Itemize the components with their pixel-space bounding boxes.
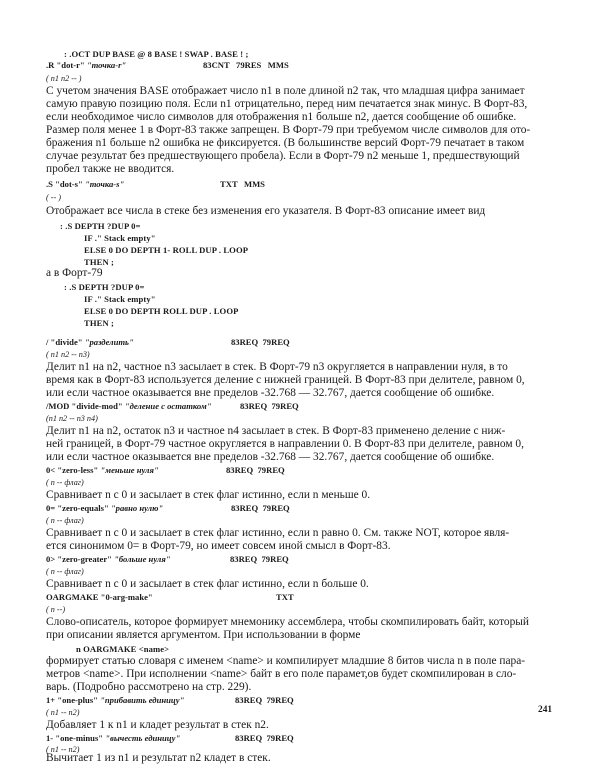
body-line: метров <name>. При исполнении <name> байт в его поле парамет,ов будет скомпилирован в сло-	[46, 668, 517, 680]
word-pronunciation: "zero-greater"	[57, 554, 112, 564]
word-pronunciation: "divide-mod"	[71, 401, 123, 411]
word-marks: 83REQ 79REQ	[230, 554, 289, 564]
word-header-zero-less	[46, 466, 159, 475]
word-header-one-minus	[46, 734, 180, 743]
word-header-oargmake	[46, 593, 153, 602]
word-marks: 83CNT 79RES MMS	[203, 60, 289, 70]
body-line: Сравнивает n с 0 и засылает в стек флаг истинно, если n меньше 0.	[46, 489, 371, 501]
word-marks: 83REQ 79REQ	[231, 337, 290, 347]
word-pronunciation: "dot-r"	[56, 60, 85, 70]
word-pronunciation: "one-plus"	[57, 695, 98, 705]
word-name: 0>	[46, 554, 56, 564]
body-line: Сравнивает n с 0 и засылает в стек флаг истинно, если n больше 0.	[46, 578, 369, 590]
word-pronunciation: "zero-less"	[57, 465, 99, 475]
code-line: IF ." Stack empty"	[84, 294, 156, 304]
body-line: Отображает все числа в стеке без изменения его указателя. В Форт-83 описание имеет вид	[46, 205, 486, 217]
stack-notation: (n1 n2 -- n3 n4)	[46, 414, 98, 423]
word-translation: "меньше нуля"	[100, 465, 159, 475]
word-name: 0<	[46, 465, 56, 475]
body-line: время как в Форт-83 используется деление с нижней границей. В Форт-83 при делителе, равном 0,	[46, 374, 525, 386]
body-line: если необходимое число символов для отображения n1 больше n2, дается сообщение об ошибке.	[46, 111, 517, 123]
word-header-zero-equals	[46, 504, 163, 513]
body-line: Делит n1 на n2, остаток n3 и частное n4 засылает в стек. В Форт-83 применено деление с ниж-	[46, 425, 506, 437]
page-number: 241	[538, 705, 553, 715]
body-line: Размер поля менее 1 в Форт-83 также запрещен. В Форт-79 при требуемом числе символов для ото-	[46, 124, 531, 136]
word-marks: 83REQ 79REQ	[235, 733, 294, 743]
stack-notation: ( -- )	[46, 193, 61, 202]
word-name: .S	[46, 179, 53, 189]
word-header-divide	[46, 338, 134, 347]
code-line: THEN ;	[84, 318, 114, 328]
word-name: 0=	[46, 503, 56, 513]
word-translation: "больше нуля"	[114, 554, 171, 564]
code-line: : .OCT DUP BASE @ 8 BASE ! SWAP . BASE ! ;	[64, 49, 249, 59]
word-header-dot-s	[46, 180, 124, 189]
body-line: или если частное оказывается вне пределов -32.768 — 32.767, дается сообщение об ошибке.	[46, 387, 495, 399]
body-line: самую правую позицию поля. Если n1 отрицательно, перед ним печатается знак минус. В Форт-83,	[46, 98, 528, 110]
body-line: ется синонимом 0= в Форт-79, но имеет совсем иной смысл в Форт-83.	[46, 540, 391, 552]
body-line: бражения n1 больше n2 ошибка не фиксируется. (В большинстве версий Форт-79 печатает в таком	[46, 137, 525, 149]
code-line: n OARGMAKE <name>	[76, 644, 170, 654]
word-translation: "вычесть единицу"	[105, 733, 181, 743]
word-marks: 83REQ 79REQ	[235, 695, 294, 705]
word-pronunciation: "zero-equals"	[57, 503, 109, 513]
word-marks: 83REQ 79REQ	[240, 401, 299, 411]
word-header-divide-mod	[46, 402, 212, 411]
stack-notation: ( n -- флаг)	[46, 567, 84, 576]
word-translation: "равно нулю"	[110, 503, 164, 513]
word-name: /	[46, 337, 49, 347]
body-line: С учетом значения BASE отображает число n1 в поле длиной n2 так, что младшая цифра занимает	[46, 85, 525, 97]
word-marks: TXT MMS	[220, 179, 265, 189]
body-line: при описании является аргументом. При использовании в форме	[46, 629, 361, 641]
code-line: ELSE 0 DO DEPTH 1- ROLL DUP . LOOP	[84, 245, 249, 255]
body-line: случае результат без предшествующего пробела). Если в Форт-79 n2 меньше 1, предшествующий	[46, 150, 520, 162]
code-line: ELSE 0 DO DEPTH ROLL DUP . LOOP	[84, 306, 239, 316]
body-line: Вычитает 1 из n1 и результат n2 кладет в стек.	[46, 752, 271, 764]
body-line: Делит n1 на n2, частное n3 засылает в стек. В Форт-79 n3 округляется в направлении нуля, в то	[46, 361, 508, 373]
word-name: 1-	[46, 733, 54, 743]
word-translation: "прибавить единицу"	[100, 695, 185, 705]
stack-notation: ( n1 n2 -- n3)	[46, 350, 90, 359]
code-line: : .S DEPTH ?DUP 0=	[64, 282, 145, 292]
word-pronunciation: "divide"	[50, 337, 83, 347]
word-marks: TXT	[276, 592, 294, 602]
word-header-dot-r	[46, 61, 126, 70]
body-line: пробел также не вводится.	[46, 163, 175, 175]
word-header-zero-greater	[46, 555, 171, 564]
word-name: /MOD	[46, 401, 70, 411]
body-line: варь. (Подробно рассмотрено на стр. 229).	[46, 681, 252, 693]
word-marks: 83REQ 79REQ	[226, 465, 285, 475]
body-line: а в Форт-79	[46, 267, 103, 279]
word-name: .R	[46, 60, 55, 70]
stack-notation: ( n --)	[46, 605, 66, 614]
body-line: или если частное оказывается вне пределов -32.768 — 32.767, дается сообщение об ошибке.	[46, 451, 495, 463]
word-translation: "разделить"	[84, 337, 134, 347]
body-line: Добавляет 1 к n1 и кладет результат в стек n2.	[46, 719, 269, 731]
body-line: формирует статью словаря с именем <name> и компилирует младшие 8 битов числа n в поле пара-	[46, 655, 526, 667]
word-translation: "точка-r"	[86, 60, 127, 70]
word-pronunciation: "one-minus"	[55, 733, 104, 743]
word-marks: 83REQ 79REQ	[231, 503, 290, 513]
stack-notation: ( n -- флаг)	[46, 478, 84, 487]
stack-notation: ( n1 n2 -- )	[46, 74, 82, 83]
word-translation: "точка-s"	[84, 179, 125, 189]
word-name: OARGMAKE	[46, 592, 99, 602]
code-line: IF ." Stack empty"	[84, 233, 156, 243]
code-line: THEN ;	[84, 257, 114, 267]
word-pronunciation: "0-arg-make"	[100, 592, 153, 602]
stack-notation: ( n1 -- n2)	[46, 708, 80, 717]
body-line: Слово-описатель, которое формирует мнемонику ассемблера, чтобы скомпилировать байт, который	[46, 616, 530, 628]
stack-notation: ( n1 -- n2)	[46, 745, 80, 754]
body-line: ней границей, в Форт-79 частное округляется в направлении 0. В Форт-83 при делителе, равном 0,	[46, 438, 524, 450]
body-line: Сравнивает n с 0 и засылает в стек флаг истинно, если n равно 0. См. также NOT, которое явля-	[46, 527, 510, 539]
word-header-one-plus	[46, 696, 184, 705]
word-pronunciation: "dot-s"	[55, 179, 83, 189]
code-line: : .S DEPTH ?DUP 0=	[60, 221, 141, 231]
word-translation: "деление с остатком"	[124, 401, 212, 411]
stack-notation: ( n -- флаг)	[46, 516, 84, 525]
word-name: 1+	[46, 695, 56, 705]
